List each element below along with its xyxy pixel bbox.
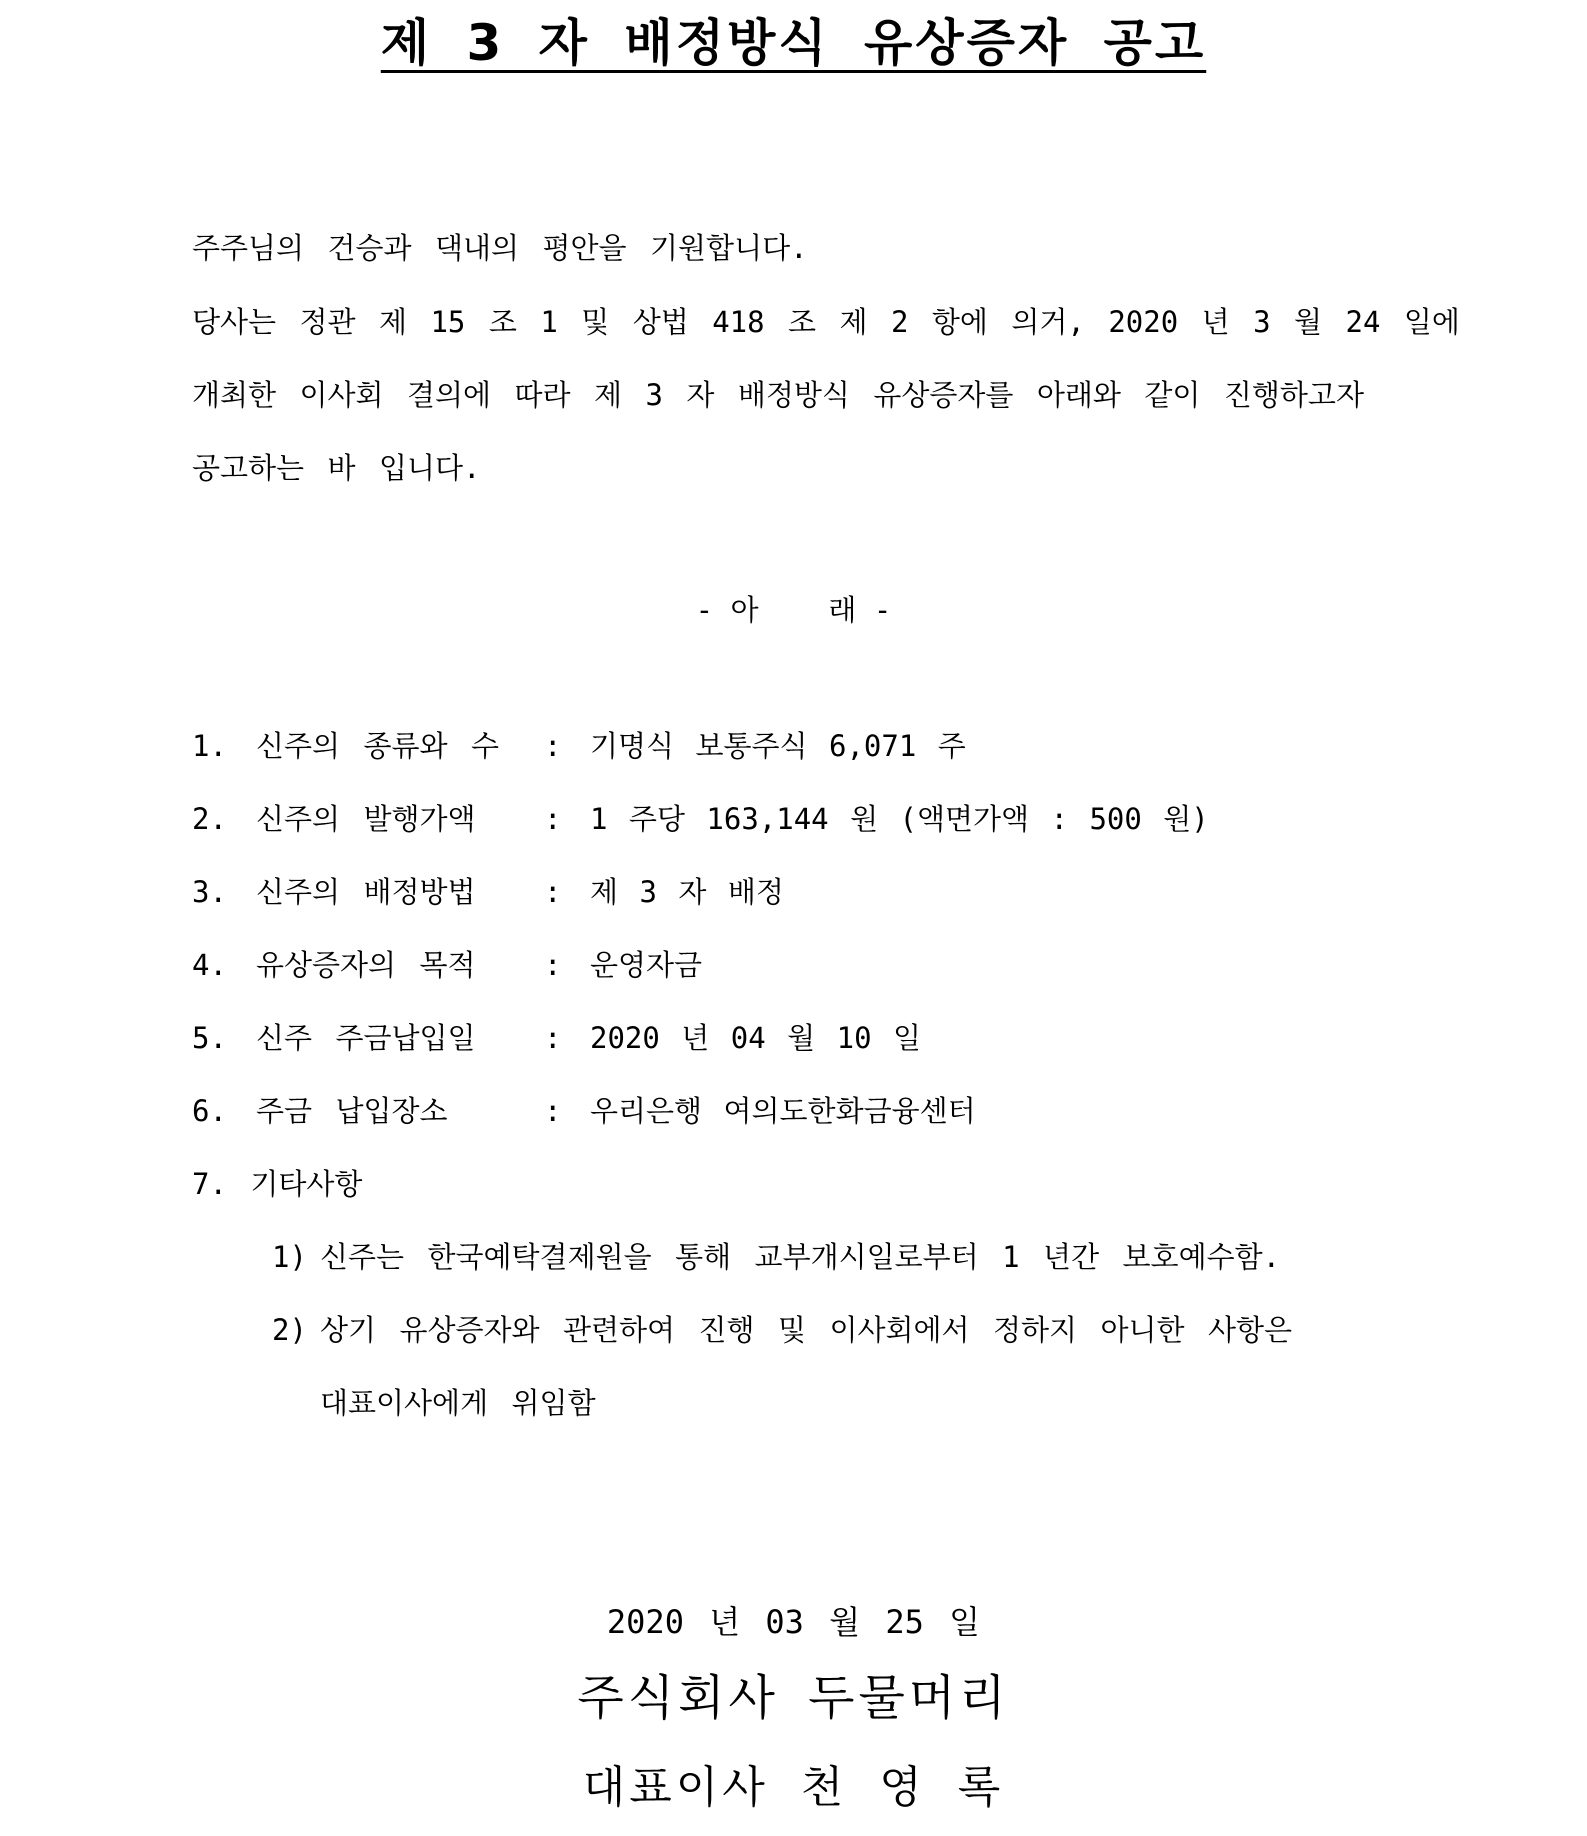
intro-line: 당사는 정관 제 15 조 1 및 상법 418 조 제 2 항에 의거, 2020 년 3 월 24 일에 [192, 305, 1460, 339]
other-heading: 7. 기타사항 [192, 1167, 363, 1201]
sub-item-number: 2) [272, 1313, 307, 1347]
notice-date: 2020 년 03 월 25 일 [606, 1603, 981, 1641]
sub-item-text: 상기 유상증자와 관련하여 진행 및 이사회에서 정하지 아니한 사항은 [320, 1313, 1293, 1347]
item-colon: : [544, 1094, 562, 1128]
item-value: 2020 년 04 월 10 일 [590, 1021, 922, 1055]
sub-item-number: 1) [272, 1240, 307, 1274]
item-value: 기명식 보통주식 6,071 주 [590, 729, 966, 763]
item-colon: : [544, 729, 562, 763]
item-colon: : [544, 948, 562, 982]
document-title [0, 8, 1587, 78]
item-colon: : [544, 875, 562, 909]
item-number: 2. [192, 802, 227, 836]
item-label: 유상증자의 목적 [256, 948, 476, 982]
item-label: 신주의 발행가액 [256, 802, 476, 836]
sub-item-text: 대표이사에게 위임함 [320, 1386, 596, 1420]
notice-heading: - 아 래 - [695, 593, 892, 627]
item-number: 6. [192, 1094, 227, 1128]
item-number: 5. [192, 1021, 227, 1055]
item-value: 1 주당 163,144 원 (액면가액 : 500 원) [590, 802, 1209, 836]
item-label: 주금 납입장소 [256, 1094, 448, 1128]
item-value: 운영자금 [590, 948, 703, 982]
item-label: 신주의 종류와 수 [256, 729, 500, 763]
ceo-name: 대표이사 천 영 록 [582, 1762, 1005, 1813]
item-number: 1. [192, 729, 227, 763]
intro-line: 주주님의 건승과 댁내의 평안을 기원합니다. [192, 231, 808, 265]
document-title-text: 제 3 자 배정방식 유상증자 공고 [380, 14, 1207, 72]
intro-line: 공고하는 바 입니다. [192, 451, 481, 485]
item-value: 제 3 자 배정 [590, 875, 784, 909]
item-colon: : [544, 802, 562, 836]
intro-line: 개최한 이사회 결의에 따라 제 3 자 배정방식 유상증자를 아래와 같이 진행하고자 [192, 378, 1364, 412]
item-number: 4. [192, 948, 227, 982]
company-name: 주식회사 두물머리 [577, 1670, 1010, 1726]
item-label: 신주의 배정방법 [256, 875, 476, 909]
sub-item-text: 신주는 한국예탁결제원을 통해 교부개시일로부터 1 년간 보호예수함. [320, 1240, 1281, 1274]
item-number: 3. [192, 875, 227, 909]
item-value: 우리은행 여의도한화금융센터 [590, 1094, 976, 1128]
item-label: 신주 주금납입일 [256, 1021, 476, 1055]
item-colon: : [544, 1021, 562, 1055]
